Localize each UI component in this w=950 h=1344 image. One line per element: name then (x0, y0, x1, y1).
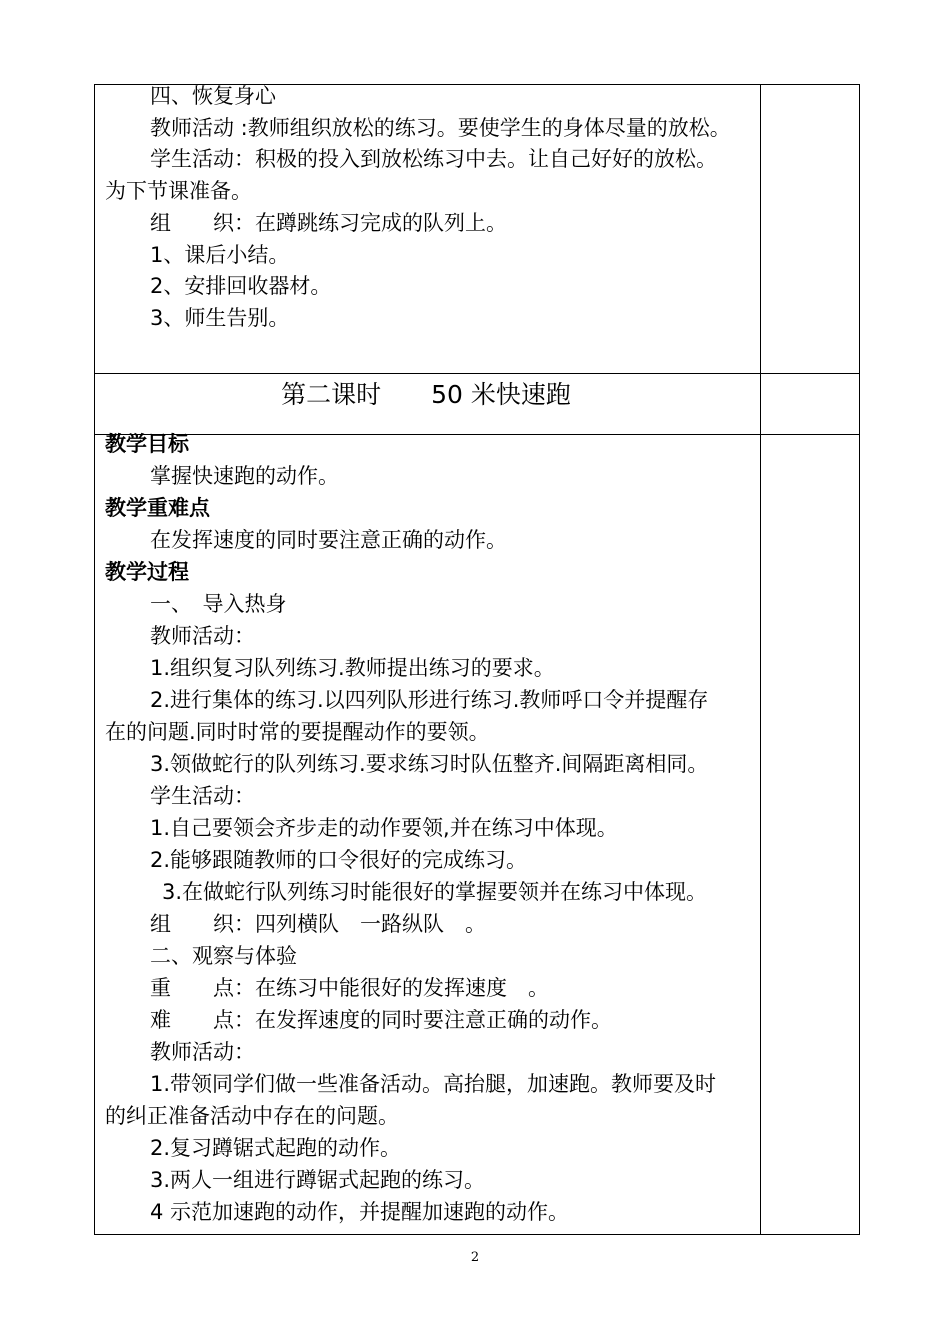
teacher-step-cont: 的纠正准备活动中存在的问题。 (105, 1104, 399, 1128)
teacher-step: 4 示范加速跑的动作，并提醒加速跑的动作。 (150, 1200, 570, 1224)
part2-heading: 二、观察与体验 (150, 944, 297, 968)
recovery-organize: 组 织：在蹲跳练习完成的队列上。 (150, 211, 507, 235)
teacher-step-cont: 在的问题.同时时常的要提醒动作的要领。 (105, 720, 490, 744)
teacher-step: 3.领做蛇行的队列练习.要求练习时队伍整齐.间隔距离相同。 (150, 752, 709, 776)
student-step: 1.自己要领会齐步走的动作要领,并在练习中体现。 (150, 816, 618, 840)
recovery-item: 2、安排回收器材。 (150, 274, 332, 298)
teacher-activity-label: 教师活动： (150, 624, 255, 648)
recovery-student-activity: 学生活动：积极的投入到放松练习中去。让自己好好的放松。 (150, 147, 717, 171)
lesson-plan-table (94, 84, 860, 1235)
student-step: 3.在做蛇行队列练习时能很好的掌握要领并在练习中体现。 (162, 880, 708, 904)
focus-point: 重 点：在练习中能很好的发挥速度 。 (150, 976, 549, 1000)
difficulty-point: 难 点：在发挥速度的同时要注意正确的动作。 (150, 1008, 612, 1032)
column-divider (760, 85, 761, 1234)
part1-heading: 一、 导入热身 (150, 592, 287, 616)
recovery-teacher-activity: 教师活动 :教师组织放松的练习。要使学生的身体尽量的放松。 (150, 116, 731, 140)
recovery-student-activity-cont: 为下节课准备。 (105, 179, 252, 203)
goal-text: 掌握快速跑的动作。 (150, 464, 339, 488)
teacher-step: 1.组织复习队列练习.教师提出练习的要求。 (150, 656, 555, 680)
lesson2-cell (95, 432, 757, 1235)
teacher-step: 3.两人一组进行蹲锯式起跑的练习。 (150, 1168, 486, 1192)
process-label: 教学过程 (105, 560, 189, 584)
teacher-step: 2.复习蹲锯式起跑的动作。 (150, 1136, 402, 1160)
recovery-heading: 四、恢复身心 (150, 84, 276, 108)
teacher-step: 2.进行集体的练习.以四列队形进行练习.教师呼口令并提醒存 (150, 688, 709, 712)
goal-label: 教学目标 (105, 432, 189, 456)
teacher-step: 1.带领同学们做一些准备活动。高抬腿，加速跑。教师要及时 (150, 1072, 717, 1096)
student-step: 2.能够跟随教师的口令很好的完成练习。 (150, 848, 528, 872)
page-number: 2 (470, 1250, 480, 1265)
recovery-item: 1、课后小结。 (150, 243, 290, 267)
row-divider (95, 373, 859, 374)
key-label: 教学重难点 (105, 496, 210, 520)
recovery-cell (95, 85, 757, 373)
lesson-title: 第二课时 50 米快速跑 (281, 380, 571, 409)
key-text: 在发挥速度的同时要注意正确的动作。 (150, 528, 507, 552)
teacher-activity-label: 教师活动： (150, 1040, 255, 1064)
student-activity-label: 学生活动： (150, 784, 255, 808)
organize-text: 组 织：四列横队 一路纵队 。 (150, 912, 486, 936)
recovery-item: 3、师生告别。 (150, 306, 290, 330)
